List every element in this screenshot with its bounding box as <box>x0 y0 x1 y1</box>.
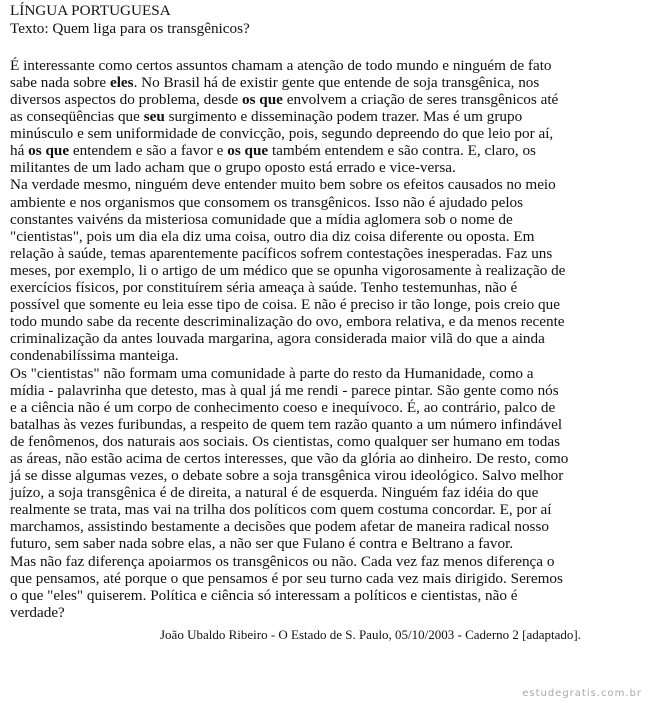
text-line <box>10 176 640 193</box>
text-title: Texto: Quem liga para os transgênicos? <box>10 20 250 38</box>
text-span: entendem e são a favor e <box>69 142 228 160</box>
text-line <box>10 159 640 176</box>
text-line <box>10 262 640 279</box>
text-line <box>10 330 640 347</box>
text-line <box>10 604 640 621</box>
text-line <box>10 245 640 262</box>
text-line <box>10 211 640 228</box>
text-span: É interessante como certos assuntos chamam a atenção de todo mundo e ninguém de fato <box>10 56 552 74</box>
text-span: mídia - palavrinha que detesto, mas à qual já me rendi - parece pintar. São gente como nós <box>10 381 559 399</box>
bold-text-span: os que <box>227 142 269 160</box>
text-span: Os "cientistas" não formam uma comunidade à parte do resto da Humanidade, como a <box>10 364 534 382</box>
text-span: também entendem e são contra. E, claro, os <box>268 142 536 160</box>
text-span: ambiente e nos organismos que consomem os transgênicos. Isso não é ajudado pelos <box>10 193 524 211</box>
text-line <box>10 570 640 587</box>
text-line <box>10 125 640 142</box>
text-span: que pensamos, até porque o que pensamos é por seu turno cada vez mais dirigido. Seremos <box>10 569 563 587</box>
subject-heading: LÍNGUA PORTUGUESA <box>10 2 171 19</box>
text-span: surgimento e disseminação podem trazer. Mas é um grupo <box>164 108 523 126</box>
text-span: constantes vaivéns da misteriosa comunidade que a mídia aglomera sob o nome de <box>10 210 513 228</box>
text-span: realmente se trata, mas vai na trilha dos políticos com quem costuma concordar. E, por aí <box>10 501 552 519</box>
text-line <box>10 279 640 296</box>
text-span: batalhas às vezes furibundas, a respeito de quem tem razão quanto a um número infindável <box>10 415 563 433</box>
text-line <box>10 194 640 211</box>
text-span: criminalização da antes louvada margarina, agora considerada maior vilã do que a ainda <box>10 330 545 348</box>
watermark: estudegratis.com.br <box>522 688 642 699</box>
text-span: minúsculo e sem uniformidade de convicção, pois, segundo depreendo do que leio por aí, <box>10 125 554 143</box>
text-line <box>10 142 640 159</box>
text-span: de fenômenos, dos naturais aos sociais. Os cientistas, como qualquer ser humano em todas <box>10 432 560 450</box>
text-line <box>10 501 640 518</box>
text-span: há <box>10 142 29 160</box>
text-span: militantes de um lado acham que o grupo oposto está errado e vice-versa. <box>10 159 456 177</box>
text-span: possível que somente eu leia esse tipo de coisa. E não é preciso ir tão longe, pois creio que <box>10 296 560 314</box>
text-line <box>10 433 640 450</box>
text-line <box>10 347 640 364</box>
text-line <box>10 535 640 552</box>
header <box>10 2 640 39</box>
text-line <box>10 484 640 501</box>
bold-text-span: os que <box>28 142 70 160</box>
bold-text-span: os que <box>241 91 283 108</box>
text-line <box>10 228 640 245</box>
text-line <box>10 399 640 416</box>
text-line <box>10 91 640 108</box>
text-span: o que "eles" quiserem. Política e ciência só interessam a políticos e cientistas, não é <box>10 586 518 604</box>
text-span: diversos aspectos do problema, desde <box>10 91 242 108</box>
text-span: todo mundo sabe da recente descriminalização do ovo, embora relativa, e da menos recente <box>10 313 565 331</box>
text-span: sabe nada sobre <box>10 73 110 91</box>
text-span: futuro, sem saber nada sobre elas, a não ser que Fulano é contra e Beltrano a favor. <box>10 535 514 553</box>
text-line <box>10 57 640 74</box>
text-span: e a ciência não é um corpo de conhecimento coeso e inequívoco. É, ao contrário, palco de <box>10 398 556 416</box>
text-span: envolvem a criação de seres transgênicos até <box>282 91 559 108</box>
text-line <box>10 518 640 535</box>
text-span: verdade? <box>10 603 65 621</box>
spacer <box>10 39 640 57</box>
text-line <box>10 365 640 382</box>
text-line <box>10 553 640 570</box>
text-span: . No Brasil há de existir gente que entende de soja transgênica, nos <box>133 73 540 91</box>
text-line <box>10 467 640 484</box>
bold-text-span: seu <box>143 108 165 126</box>
text-line <box>10 382 640 399</box>
text-span: Na verdade mesmo, ninguém deve entender muito bem sobre os efeitos causados no meio <box>10 176 556 194</box>
text-line <box>10 313 640 330</box>
source-citation: João Ubaldo Ribeiro - O Estado de S. Paulo, 05/10/2003 - Caderno 2 [adaptado]. <box>160 627 581 642</box>
text-span: condenabilíssima manteiga. <box>10 347 179 365</box>
bold-text-span: eles <box>109 73 134 91</box>
text-span: juízo, a soja transgênica é de direita, a natural é de esquerda. Ninguém faz idéia do que <box>10 484 539 502</box>
text-line <box>10 296 640 313</box>
text-span: marchamos, assistindo bestamente a decisões que podem afetar de maneira radical nosso <box>10 518 549 536</box>
text-line <box>10 587 640 604</box>
text-span: as conseqüências que <box>10 108 144 126</box>
text-span: Mas não faz diferença apoiarmos os transgênicos ou não. Cada vez faz menos diferença o <box>10 552 555 570</box>
text-span: já se disse algumas vezes, o debate sobre a soja transgênica virou ideológico. Salvo melhor <box>10 467 564 485</box>
text-line <box>10 74 640 91</box>
text-line <box>10 416 640 433</box>
text-span: exercícios físicos, por constituírem séria ameaça à saúde. Tenho testemunhas, não é <box>10 279 518 297</box>
body-text <box>10 57 640 621</box>
text-line <box>10 450 640 467</box>
text-span: meses, por exemplo, li o artigo de um médico que se opunha vigorosamente à realização de <box>10 261 566 279</box>
text-span: as áreas, não estão acima de certos interesses, que vão da glória ao dinheiro. De resto, como <box>10 449 569 467</box>
text-line <box>10 108 640 125</box>
text-span: relação à saúde, temas aparentemente pacíficos sofrem contestações inesperadas. Faz uns <box>10 244 553 262</box>
text-span: "cientistas", pois um dia ela diz uma coisa, outro dia diz coisa diferente ou oposta. Em <box>10 227 535 245</box>
document-page <box>10 2 640 621</box>
